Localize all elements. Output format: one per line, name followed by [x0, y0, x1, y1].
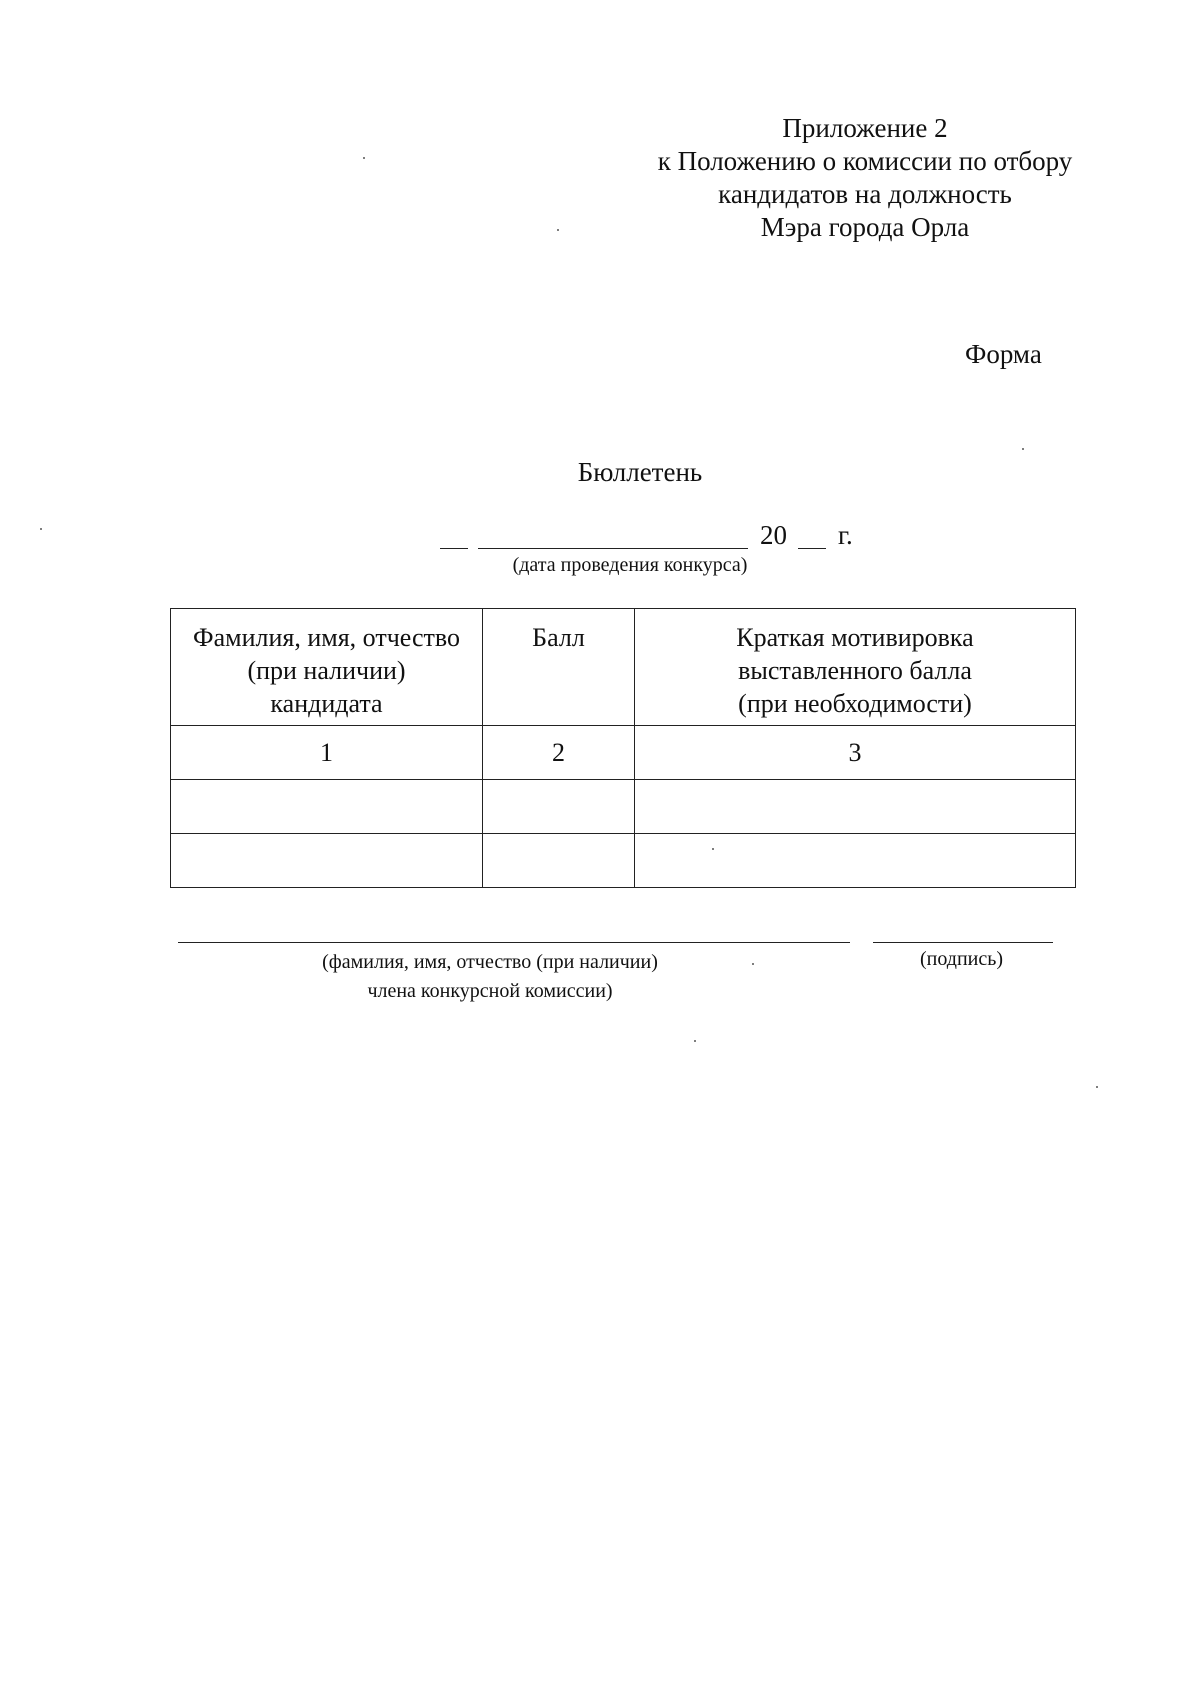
scan-speck	[712, 848, 714, 850]
empty-cell[interactable]	[171, 834, 483, 888]
header-line: Краткая мотивировка	[736, 623, 974, 652]
scan-speck	[557, 229, 559, 231]
header-candidate-name	[171, 609, 483, 726]
appendix-header	[620, 112, 1110, 244]
column-number: 2	[483, 726, 635, 780]
scan-speck	[694, 1040, 696, 1042]
appendix-line-2: к Положению о комиссии по отбору	[657, 146, 1073, 176]
scan-speck	[752, 963, 754, 965]
date-year-suffix: г.	[838, 520, 853, 550]
column-number: 1	[171, 726, 483, 780]
empty-cell[interactable]	[483, 780, 635, 834]
date-caption: (дата проведения конкурса)	[512, 554, 748, 576]
header-line: Фамилия, имя, отчество	[193, 623, 460, 652]
signature-blank[interactable]	[873, 942, 1053, 943]
caption-line: члена конкурсной комиссии)	[367, 980, 613, 1002]
column-number-row	[171, 726, 1076, 780]
table-row	[171, 834, 1076, 888]
member-name-blank[interactable]	[178, 942, 850, 943]
empty-cell[interactable]	[635, 834, 1076, 888]
table-header-row	[171, 609, 1076, 726]
column-number: 3	[635, 726, 1076, 780]
empty-cell[interactable]	[171, 780, 483, 834]
scan-speck	[1022, 448, 1024, 450]
header-line: Балл	[532, 623, 585, 652]
empty-cell[interactable]	[483, 834, 635, 888]
header-motivation	[635, 609, 1076, 726]
document-title: Бюллетень	[577, 457, 703, 487]
header-score	[483, 609, 635, 726]
caption-line: (фамилия, имя, отчество (при наличии)	[322, 951, 658, 973]
appendix-line-3: кандидатов на должность	[718, 179, 1012, 209]
date-year-blank	[798, 548, 826, 549]
header-line: (при необходимости)	[738, 689, 972, 718]
header-line: (при наличии)	[247, 656, 406, 685]
scan-speck	[1096, 1086, 1098, 1088]
header-line: выставленного балла	[738, 656, 972, 685]
member-name-caption	[250, 948, 730, 1006]
date-year-prefix: 20	[760, 520, 787, 550]
empty-cell[interactable]	[635, 780, 1076, 834]
form-label: Форма	[965, 339, 1042, 369]
appendix-line-1: Приложение 2	[782, 113, 948, 143]
date-day-blank	[440, 548, 468, 549]
scan-speck	[363, 157, 365, 159]
date-month-blank	[478, 548, 748, 549]
header-line: кандидата	[270, 689, 383, 718]
ballot-table	[170, 608, 1076, 888]
signature-caption: (подпись)	[920, 948, 1004, 970]
scan-speck	[40, 528, 42, 530]
table-row	[171, 780, 1076, 834]
appendix-line-4: Мэра города Орла	[760, 212, 970, 242]
